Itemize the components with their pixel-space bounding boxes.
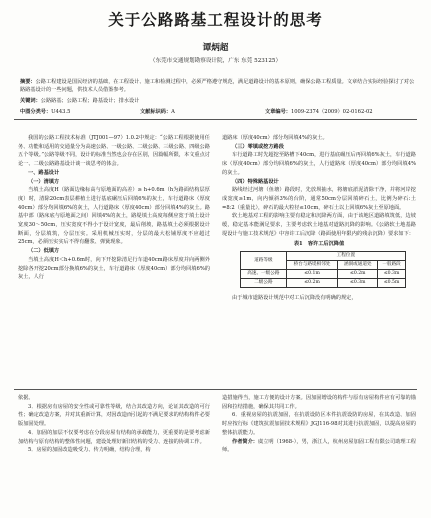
table-row [241,279,406,288]
table-header-cell: 工程位置 [286,252,405,261]
table-cell: ≤0.3m [378,270,406,279]
table-row [241,252,406,261]
subsection-heading: （二）低填方 [28,248,60,255]
author-bio: 作者简介：虞立明（1968-），男，浙江人，杭州房屋加固工程有限公司助理工程师。 [222,438,416,454]
subsection-heading: （四）特殊路基设计 [232,178,279,185]
keywords-label: 关键词： [20,98,41,104]
table-caption: 表1 容许工后沉降值 [293,241,345,248]
classification-line [20,108,415,116]
abstract-label: 摘要： [20,79,36,85]
table-header-cell: 桥台与路堤相邻处 [286,261,338,270]
settlement-table [240,251,406,288]
keywords [20,97,415,105]
body-paragraph: 路线经过河塘（鱼塘）路段时，先放坝抽水，将塘底淤泥清除干净，并将河岸挖成宽度≥1m，向内倾斜3%的台阶，通常50cm分层回填碎石土，比例为碎石:土=8:2（重量比），碎石的最大粒径≤10cm，碎石土以上回填6%灰土至原地面。 [222,187,416,211]
bottom-left-column [18,394,210,455]
section-heading: 一、路基设计 [28,169,60,176]
table-cell: ≤0.1m [286,270,338,279]
subsection-heading: （一）清填方 [28,178,60,185]
body-paragraph: 当填土高度H＜h+0.6m时，向下开挖除清足行车道40cm路床厚度并向两侧外挖除各开挖20cm部分换填6%的灰土，车行道路床（厚度40cm）部分均回填6%的灰土，人行 [18,256,210,281]
bottom-right-column [222,394,416,455]
body-paragraph: 道路床（厚度40cm）部分均回填4%的灰土。 [222,135,328,141]
body-paragraph: 软土地基对工程的影响主要有稳定和沉降两方面，由于该地区道路填筑低，边坡缓，稳定基本能满足要求，主要考虑软土地基对道路沉降的影响。《公路软土地基路堤设计与施工技术规范》中容许工后沉降（路面使用年限内的残余沉降）要求如下： [222,213,416,237]
author-name: 谭炳超 [202,43,229,53]
table-header-cell: 涵洞或通道处 [338,261,378,270]
body-paragraph: 车行道路工时先超挖至路槽下40cm，进行基底碾压后再回填6%灰土，车行道路床（厚度40cm）部分均回填6%的灰土，人行道路床（厚度40cm）部分均回填4%的灰土。 [222,152,416,176]
body-paragraph: 由于城市道路设计规范中对工后沉降没有明确的规定， [232,295,357,302]
table-cell: ≤0.3m [338,279,378,288]
right-column [222,134,416,303]
doc-code: 文献标识码：A [140,109,175,115]
table-cell: ≤0.2m [338,270,378,279]
body-paragraph: 6．重视房屋的抗震加固，在抗震设防区本件抗震设防的房屋，在其改造、加固时应按行标《建筑抗震加固技术规程》JGJ116-98对其进行抗震加固，以提高房屋的整体抗震能力。 [222,412,416,436]
table-row [241,270,406,279]
paper-title: 关于公路路基工程设计的思考 [108,10,323,29]
affiliation: （东莞市交通规划勘察设计院，广东 东莞 523125） [149,58,282,64]
table-header-cell: 一般路段 [378,261,406,270]
abstract-text: 公路工程建设是国民经济的基础，在工程设计、施工和检测过程中，必须严格遵守规范，满足道路设计的基本原则，确保公路工程质量。文章结合实际经验探讨了对公路路基设计的一些问题，供技术人员借鉴参考。 [20,79,415,94]
intro-paragraph: 我国的公路工程技术标准（JTJ001—97）1.0.2中规定：“公路工程根据使用任务、功能和适用的交通量分为高速公路、一级公路、二级公路、三级公路、四级公路五个等级。”公路等级不同，设计的标准当然也会存在区别，因篇幅所限，本文重点讨论一、二级公路路基设计谈一谈思考的体会。 [18,135,210,168]
body-paragraph: 造措施得当，施工方便的设计方案。因加固增设的构件与原有房屋构件应有可靠的锚固和拉结措施，确保其共同工作。 [222,395,416,410]
keywords-text: 公路路基；公路工程；路基设计；排水设计 [40,98,140,104]
header-divider [14,119,417,120]
table-cell: 高速、一级公路 [241,270,287,279]
table-cell: ≤0.2m [286,279,338,288]
abstract [20,78,415,95]
subsection-heading: （三）零填或挖方路段 [232,143,284,150]
body-paragraph: 依据。 [18,395,34,401]
body-paragraph: 当填土高度H（路面边缘标高与原地面的高差）≥ h+0.6m（h为路面结构层厚度）时，清除20cm表层耕植土进行基底碾压后回填6%的灰土，车行道路床（厚度40cm）部分均回填6%的灰土，人行道路床（厚度40cm）部分回填4%的灰土。路基中部（路床底与原地面之间）回填4%的灰土，路堤填土高度每侧应宽于填土设计宽度30～50cm，压实宽度不得小于设计宽度，最后削坡，路基填土必须根据设计断面，分层填筑，分层压实。采用机械压实时，分层的最大松铺厚度不应超过25cm，必须压实实后不得有翻浆、弹簧现象。 [18,187,210,246]
table-header-cell: 道路等级 [241,252,287,270]
section-divider [14,389,417,390]
article-number: 文章编号：1009-2374（2009）02-0162-02 [265,109,373,115]
body-paragraph: 5．房屋的加固改造吸受力、传力明确，结构合理，构 [28,447,151,454]
clc-number: 中图分类号：U443.5 [20,109,71,115]
table-cell: ≤0.5m [378,279,406,288]
body-paragraph: 4．加固的加层不仅要考虑在分段房屋有结构的承载能力，更重要的是要考虑新加结构与原有结构的整体性问题，建设处理好新旧结构的受力、连接的协调工作。 [18,429,210,445]
left-column [18,134,210,282]
body-paragraph: 3．根据房有房屋的安全性或可靠性等级，结合其改造方向，论证其改造的可行性；确定改造方案，并对其重新计算，对因改造而引起的不满足要求的结构构件必要版加固处理。 [18,403,210,428]
table-cell: 二级公路 [241,279,287,288]
